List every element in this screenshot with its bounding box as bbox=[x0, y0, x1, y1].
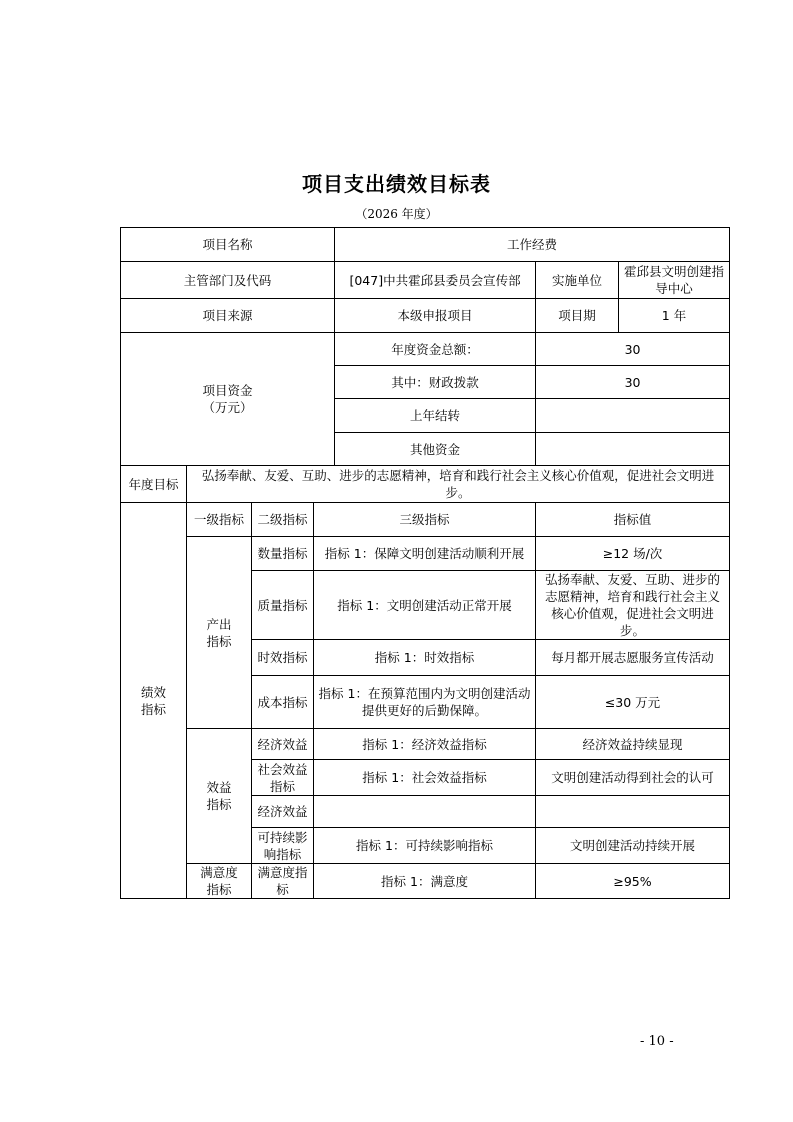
output-l2: 成本指标 bbox=[252, 676, 314, 729]
output-l3: 指标 1：时效指标 bbox=[314, 640, 536, 676]
output-indicator-label-text: 产出指标 bbox=[206, 616, 232, 649]
benefit-value bbox=[536, 796, 730, 828]
benefit-l2 bbox=[252, 828, 314, 864]
header-level1: 一级指标 bbox=[187, 503, 252, 537]
satisfaction-value: ≥95% bbox=[536, 864, 730, 899]
benefit-indicator-label bbox=[187, 729, 252, 864]
benefit-l2: 经济效益 bbox=[252, 729, 314, 760]
page-number: - 10 - bbox=[640, 1034, 674, 1049]
satisfaction-indicator-label-text: 满意度指标 bbox=[200, 865, 238, 897]
funds-label-text: 项目资金（万元） bbox=[202, 383, 253, 415]
project-name-value: 工作经费 bbox=[335, 228, 730, 262]
satisfaction-l2-text: 满意度指标 bbox=[257, 865, 308, 897]
output-value: ≤30 万元 bbox=[536, 676, 730, 729]
project-name-label: 项目名称 bbox=[121, 228, 335, 262]
dept-value: [047]中共霍邱县委员会宣传部 bbox=[335, 262, 536, 299]
page-subtitle-year: （2026 年度） bbox=[355, 207, 438, 221]
funds-total-label: 年度资金总额： bbox=[335, 333, 536, 366]
impl-unit-value: 霍邱县文明创建指导中心 bbox=[619, 262, 730, 299]
output-l2: 时效指标 bbox=[252, 640, 314, 676]
benefit-value: 文明创建活动得到社会的认可 bbox=[536, 760, 730, 796]
output-l3: 指标 1：在预算范围内为文明创建活动提供更好的后勤保障。 bbox=[314, 676, 536, 729]
benefit-l2 bbox=[252, 760, 314, 796]
satisfaction-indicator-label bbox=[187, 864, 252, 899]
impl-unit-label: 实施单位 bbox=[536, 262, 619, 299]
funds-total-value: 30 bbox=[536, 333, 730, 366]
benefit-value: 经济效益持续显现 bbox=[536, 729, 730, 760]
source-value: 本级申报项目 bbox=[335, 299, 536, 333]
dept-label: 主管部门及代码 bbox=[121, 262, 335, 299]
output-value: 每月都开展志愿服务宣传活动 bbox=[536, 640, 730, 676]
benefit-l3: 指标 1：经济效益指标 bbox=[314, 729, 536, 760]
benefit-l3: 指标 1：可持续影响指标 bbox=[314, 828, 536, 864]
benefit-l3 bbox=[314, 796, 536, 828]
performance-target-table bbox=[120, 227, 730, 899]
benefit-l2-text: 可持续影响指标 bbox=[257, 829, 308, 862]
perf-indicator-label-text: 绩效指标 bbox=[140, 684, 166, 717]
funds-label bbox=[121, 333, 335, 466]
source-label: 项目来源 bbox=[121, 299, 335, 333]
funds-fiscal-value: 30 bbox=[536, 366, 730, 399]
page-title: 项目支出绩效目标表 bbox=[302, 172, 491, 196]
satisfaction-l3: 指标 1：满意度 bbox=[314, 864, 536, 899]
funds-carryover-label: 上年结转 bbox=[335, 399, 536, 433]
funds-other-value bbox=[536, 433, 730, 466]
output-value: 弘扬奉献、友爱、互助、进步的志愿精神，培育和践行社会主义核心价值观，促进社会文明进步。 bbox=[536, 571, 730, 640]
output-l3: 指标 1：文明创建活动正常开展 bbox=[314, 571, 536, 640]
funds-carryover-value bbox=[536, 399, 730, 433]
benefit-indicator-label-text: 效益指标 bbox=[206, 780, 232, 812]
perf-indicator-label bbox=[121, 503, 187, 899]
funds-other-label: 其他资金 bbox=[335, 433, 536, 466]
output-l2: 数量指标 bbox=[252, 537, 314, 571]
satisfaction-l2 bbox=[252, 864, 314, 899]
period-value: 1 年 bbox=[619, 299, 730, 333]
output-indicator-label bbox=[187, 537, 252, 729]
output-l2: 质量指标 bbox=[252, 571, 314, 640]
header-value: 指标值 bbox=[536, 503, 730, 537]
output-value: ≥12 场/次 bbox=[536, 537, 730, 571]
annual-goal-label: 年度目标 bbox=[121, 466, 187, 503]
benefit-l2-text: 社会效益指标 bbox=[257, 761, 308, 794]
annual-goal-value: 弘扬奉献、友爱、互助、进步的志愿精神，培育和践行社会主义核心价值观，促进社会文明进步。 bbox=[187, 466, 730, 503]
benefit-l3: 指标 1：社会效益指标 bbox=[314, 760, 536, 796]
header-level2: 二级指标 bbox=[252, 503, 314, 537]
output-l3: 指标 1：保障文明创建活动顺利开展 bbox=[314, 537, 536, 571]
benefit-value: 文明创建活动持续开展 bbox=[536, 828, 730, 864]
period-label: 项目期 bbox=[536, 299, 619, 333]
funds-fiscal-label: 其中：财政拨款 bbox=[335, 366, 536, 399]
header-level3: 三级指标 bbox=[314, 503, 536, 537]
benefit-l2: 经济效益 bbox=[252, 796, 314, 828]
